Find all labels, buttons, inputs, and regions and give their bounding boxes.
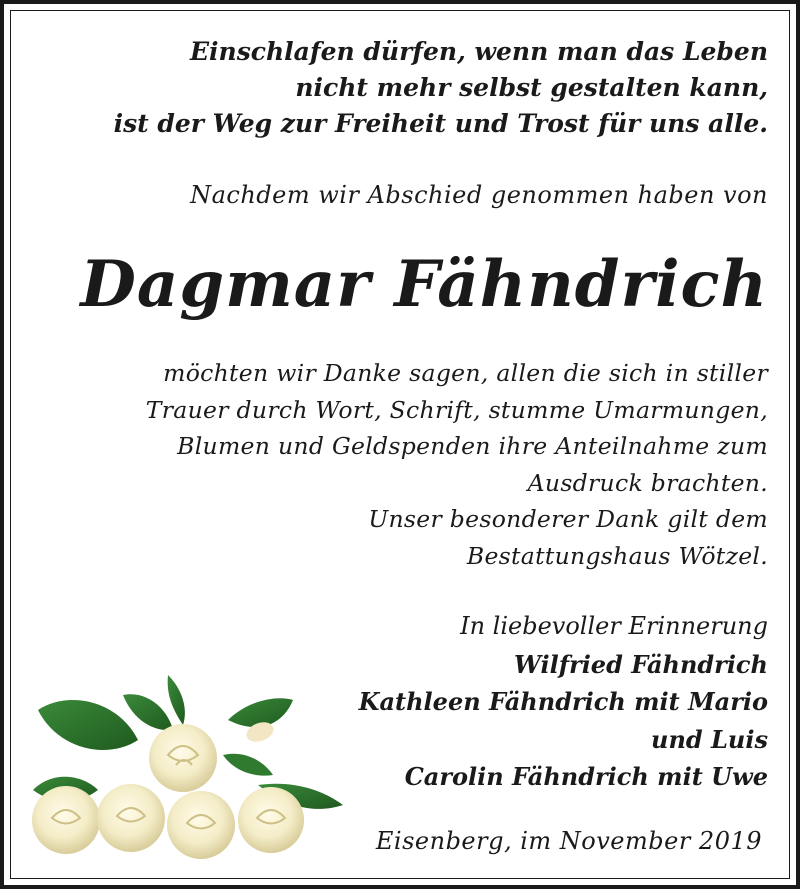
leaf <box>223 754 273 776</box>
motto-line: Einschlafen dürfen, wenn man das Leben <box>189 37 768 66</box>
motto-block <box>114 34 768 142</box>
deceased-name: Dagmar Fähndrich <box>80 247 768 322</box>
white-roses-image <box>28 670 348 870</box>
thanks-line: Bestattungshaus Wötzel. <box>466 541 768 570</box>
rose <box>32 786 100 854</box>
rose <box>238 787 304 853</box>
mourner-line: Wilfried Fähndrich <box>513 649 768 679</box>
mourner-line: Carolin Fähndrich mit Uwe <box>404 762 768 791</box>
motto-line: ist der Weg zur Freiheit und Trost für uns alle. <box>113 109 768 138</box>
rose <box>97 784 165 852</box>
thanks-line: Ausdruck brachten. <box>527 468 768 497</box>
place-date: Eisenberg, im November 2019 <box>375 827 762 855</box>
motto-line: nicht mehr selbst gestalten kann, <box>295 73 768 102</box>
thanks-line: Blumen und Geldspenden ihre Anteilnahme zum <box>177 432 768 460</box>
mourner-line: und Luis <box>651 724 768 754</box>
thanks-line: Trauer durch Wort, Schrift, stumme Umarmungen, <box>145 395 768 424</box>
thanks-line: Unser besonderer Dank gilt dem <box>368 505 768 533</box>
rose <box>149 724 217 792</box>
leaf <box>168 675 185 725</box>
remembrance-line: In liebevoller Erinnerung <box>460 612 768 640</box>
thanks-line: möchten wir Danke sagen, allen die sich in stiller <box>163 359 768 387</box>
family-block <box>359 608 768 796</box>
thanks-block <box>146 355 768 574</box>
intro-text: Nachdem wir Abschied genommen haben von <box>190 181 768 209</box>
leaf <box>38 700 138 750</box>
rose <box>167 791 235 859</box>
leaf <box>123 694 173 730</box>
mourner-line: Kathleen Fähndrich mit Mario <box>358 687 768 716</box>
